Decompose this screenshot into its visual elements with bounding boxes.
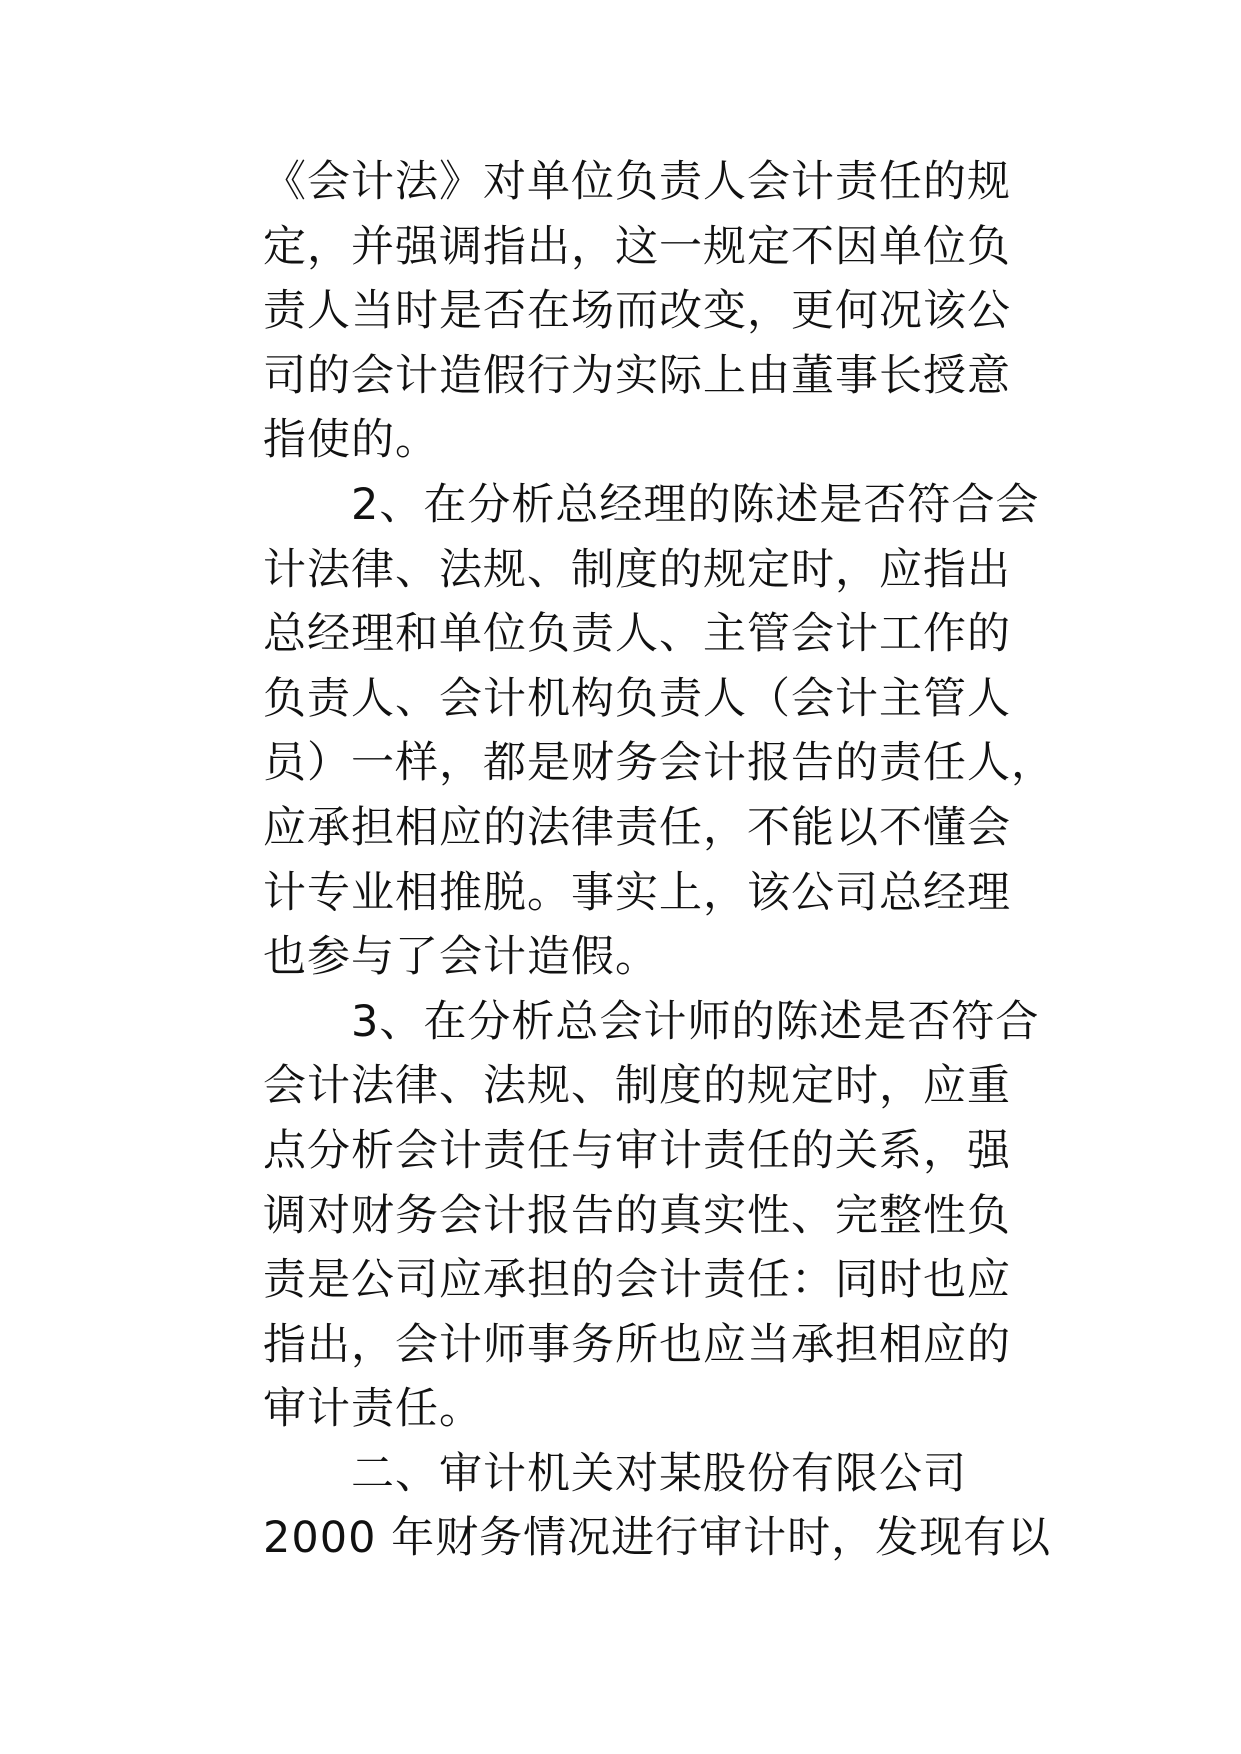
text-line: 2000 年财务情况进行审计时，发现有以 xyxy=(263,1513,1052,1564)
text-line: 点分析会计责任与审计责任的关系，强 xyxy=(263,1125,1011,1176)
text-line: 计专业相推脱。事实上，该公司总经理 xyxy=(263,867,1011,918)
text-line: 指使的。 xyxy=(263,415,439,466)
text-line: 定，并强调指出，这一规定不因单位负 xyxy=(263,221,1011,272)
text-line: 司的会计造假行为实际上由董事长授意 xyxy=(263,350,1011,401)
text-line: 计法律、法规、制度的规定时，应指出 xyxy=(263,544,1011,595)
body-text xyxy=(263,150,1055,1571)
text-line: 责是公司应承担的会计责任：同时也应 xyxy=(263,1255,1011,1306)
text-line: 指出，会计师事务所也应当承担相应的 xyxy=(263,1319,1011,1370)
text-line: 审计责任。 xyxy=(263,1384,483,1435)
text-line: 也参与了会计造假。 xyxy=(263,932,659,983)
text-line: 负责人、会计机构负责人（会计主管人 xyxy=(263,673,1011,724)
text-line: 总经理和单位负责人、主管会计工作的 xyxy=(263,609,1011,660)
text-line: 责人当时是否在场而改变，更何况该公 xyxy=(263,286,1011,337)
text-line: 二、审计机关对某股份有限公司 xyxy=(263,1448,967,1499)
text-line: 调对财务会计报告的真实性、完整性负 xyxy=(263,1190,1011,1241)
text-line: 员）一样，都是财务会计报告的责任人， xyxy=(263,738,1055,789)
text-line: 会计法律、法规、制度的规定时，应重 xyxy=(263,1061,1011,1112)
text-line: 3、在分析总会计师的陈述是否符合 xyxy=(263,996,1040,1047)
text-line: 《会计法》对单位负责人会计责任的规 xyxy=(263,157,1011,207)
text-line: 应承担相应的法律责任，不能以不懂会 xyxy=(263,802,1011,853)
text-line: 2、在分析总经理的陈述是否符合会 xyxy=(263,479,1040,530)
